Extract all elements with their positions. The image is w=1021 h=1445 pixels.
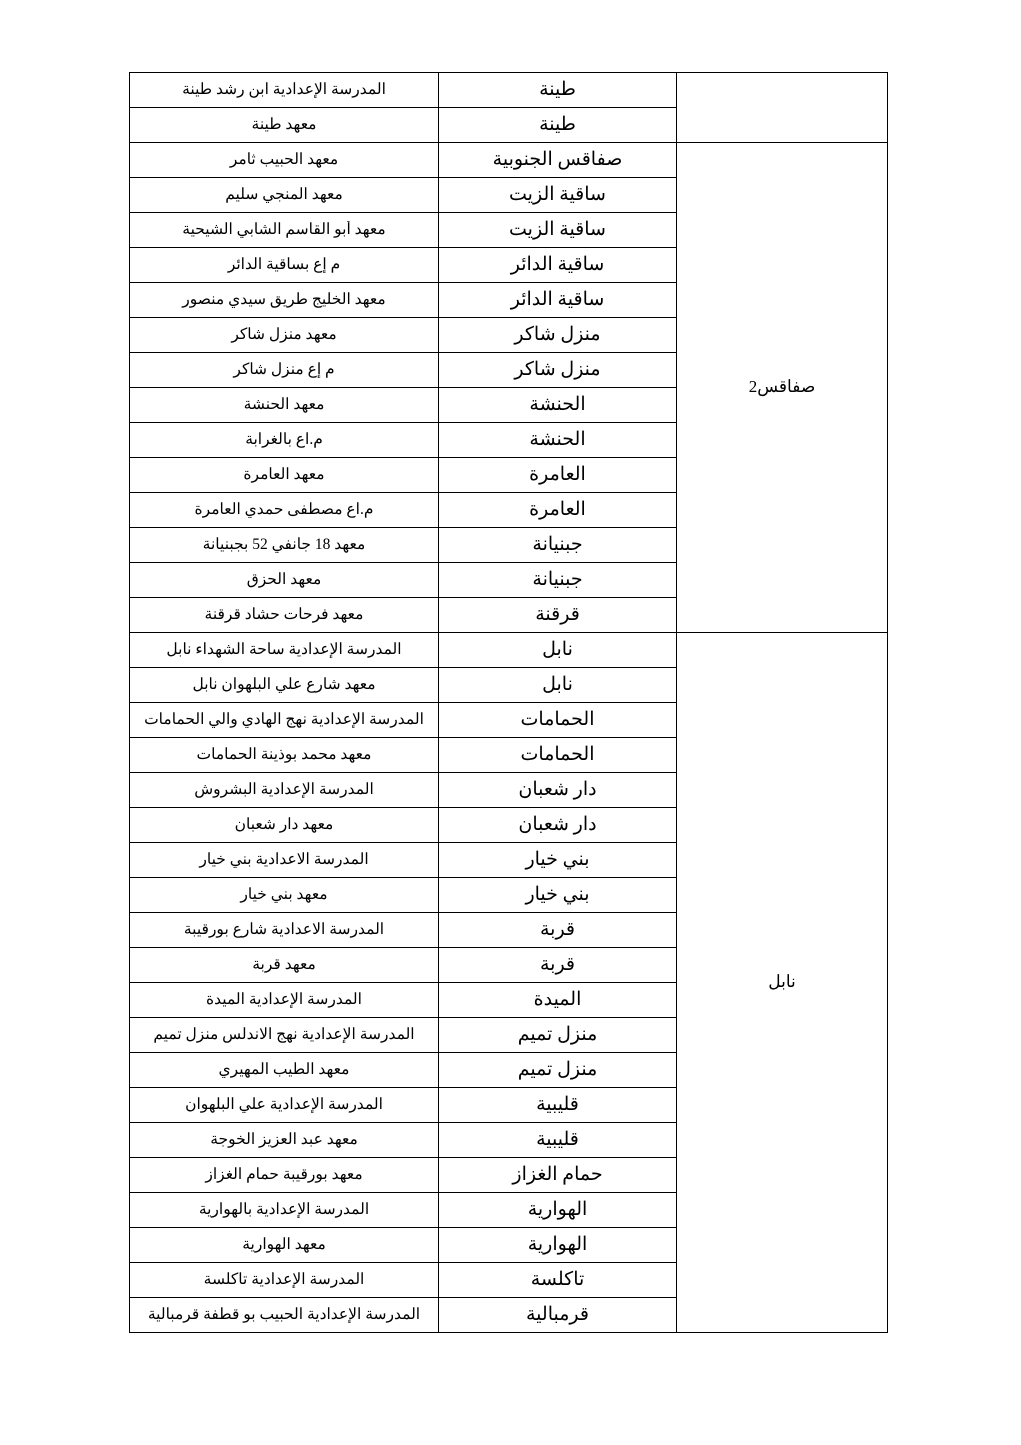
delegation-label: تاكلسة: [530, 1269, 585, 1290]
delegation-cell: [439, 178, 677, 213]
delegation-label: ساقية الزيت: [509, 184, 606, 205]
delegation-cell: [439, 1053, 677, 1088]
delegation-label: قربة: [539, 954, 576, 975]
school-label: معهد قربة: [252, 956, 316, 974]
school-label: معهد الطيب المهيري: [218, 1061, 350, 1079]
delegation-label: ساقية الدائر: [510, 254, 605, 275]
school-cell: [130, 213, 439, 248]
delegation-cell: [439, 843, 677, 878]
governorate-label: نابل: [768, 973, 796, 992]
delegation-cell: [439, 1158, 677, 1193]
delegation-cell: [439, 1193, 677, 1228]
school-label: معهد فرحات حشاد قرقنة: [204, 606, 364, 624]
delegation-label: دار شعبان: [518, 814, 597, 835]
school-cell: [130, 1263, 439, 1298]
school-cell: [130, 668, 439, 703]
school-label: معهد الهوارية: [242, 1236, 326, 1254]
delegation-label: بني خيار: [525, 849, 590, 870]
delegation-cell: [439, 913, 677, 948]
school-cell: [130, 108, 439, 143]
delegation-label: حمام الغزاز: [512, 1164, 603, 1185]
school-cell: [130, 878, 439, 913]
delegation-label: الهوارية: [527, 1234, 588, 1255]
delegation-label: طينة: [539, 79, 576, 100]
school-label: المدرسة الإعدادية ابن رشد طينة: [182, 81, 386, 99]
school-cell: [130, 493, 439, 528]
delegation-label: الميدة: [533, 989, 582, 1010]
school-cell: [130, 178, 439, 213]
delegation-cell: [439, 143, 677, 178]
school-cell: [130, 1123, 439, 1158]
school-label: معهد بني خيار: [240, 886, 328, 904]
delegation-cell: [439, 983, 677, 1018]
school-cell: [130, 1228, 439, 1263]
schools-table: [129, 72, 888, 1333]
school-label: المدرسة الإعدادية الميدة: [206, 991, 362, 1009]
table-row: [130, 73, 888, 108]
school-cell: [130, 703, 439, 738]
delegation-label: قليبية: [536, 1129, 579, 1150]
school-label: معهد أبو القاسم الشابي الشيحية: [182, 221, 386, 239]
table-row: [130, 143, 888, 178]
school-label: م.اع مصطفى حمدي العامرة: [194, 501, 374, 519]
delegation-cell: [439, 528, 677, 563]
school-cell: [130, 773, 439, 808]
delegation-label: ساقية الزيت: [509, 219, 606, 240]
delegation-label: منزل شاكر: [514, 324, 601, 345]
school-label: معهد المنجي سليم: [225, 186, 343, 204]
delegation-label: الحمامات: [520, 709, 595, 730]
delegation-label: منزل شاكر: [514, 359, 601, 380]
delegation-cell: [439, 1088, 677, 1123]
school-cell: [130, 1193, 439, 1228]
governorate-cell: [677, 143, 888, 633]
school-cell: [130, 843, 439, 878]
delegation-label: الحنشة: [529, 394, 586, 415]
delegation-cell: [439, 703, 677, 738]
table-row: [130, 633, 888, 668]
school-cell: [130, 353, 439, 388]
delegation-label: منزل تميم: [517, 1024, 598, 1045]
school-label: معهد شارع علي البلهوان نابل: [192, 676, 376, 694]
school-cell: [130, 73, 439, 108]
delegation-cell: [439, 808, 677, 843]
governorate-cell: [677, 73, 888, 143]
delegation-cell: [439, 423, 677, 458]
schools-table-body: [130, 73, 888, 1333]
delegation-cell: [439, 1263, 677, 1298]
school-label: معهد محمد بوذينة الحمامات: [196, 746, 372, 764]
delegation-label: قرقنة: [535, 604, 580, 625]
delegation-label: قليبية: [536, 1094, 579, 1115]
delegation-label: قرمبالية: [526, 1304, 589, 1325]
delegation-cell: [439, 598, 677, 633]
delegation-cell: [439, 563, 677, 598]
delegation-label: العامرة: [529, 464, 586, 485]
school-label: المدرسة الإعدادية البشروش: [194, 781, 374, 799]
schools-table-container: [133, 72, 888, 1333]
school-label: المدرسة الاعدادية شارع بورقيبة: [183, 921, 385, 939]
school-cell: [130, 1158, 439, 1193]
delegation-cell: [439, 458, 677, 493]
school-label: معهد عبد العزيز الخوجة: [210, 1131, 358, 1149]
governorate-label: صفاقس2: [748, 378, 816, 397]
school-label: معهد العامرة: [243, 466, 325, 484]
delegation-cell: [439, 1298, 677, 1333]
school-label: المدرسة الإعدادية تاكلسة: [203, 1271, 365, 1289]
school-label: المدرسة الإعدادية الحبيب بو قطفة قرمبالية: [147, 1306, 421, 1324]
delegation-cell: [439, 633, 677, 668]
delegation-cell: [439, 668, 677, 703]
delegation-cell: [439, 73, 677, 108]
delegation-label: منزل تميم: [517, 1059, 598, 1080]
delegation-label: الهوارية: [527, 1199, 588, 1220]
delegation-label: نابل: [542, 639, 573, 660]
school-label: المدرسة الاعدادية بني خيار: [199, 851, 369, 869]
school-label: معهد طينة: [251, 116, 317, 134]
school-label: معهد 18 جانفي 52 بجبنيانة: [202, 536, 366, 554]
school-label: معهد منزل شاكر: [231, 326, 337, 344]
delegation-cell: [439, 248, 677, 283]
school-label: المدرسة الإعدادية نهج الاندلس منزل تميم: [153, 1026, 415, 1044]
school-cell: [130, 808, 439, 843]
delegation-label: نابل: [542, 674, 573, 695]
delegation-cell: [439, 388, 677, 423]
school-cell: [130, 598, 439, 633]
school-cell: [130, 143, 439, 178]
delegation-label: دار شعبان: [518, 779, 597, 800]
delegation-cell: [439, 1123, 677, 1158]
school-cell: [130, 318, 439, 353]
school-label: م إع بساقية الدائر: [227, 256, 341, 274]
delegation-label: جبنيانة: [532, 569, 583, 590]
delegation-label: بني خيار: [525, 884, 590, 905]
school-label: معهد الحزق: [246, 571, 322, 589]
delegation-cell: [439, 318, 677, 353]
delegation-label: العامرة: [529, 499, 586, 520]
school-label: معهد بورقيبة حمام الغزاز: [205, 1166, 363, 1184]
delegation-label: جبنيانة: [532, 534, 583, 555]
delegation-label: طينة: [539, 114, 576, 135]
school-label: المدرسة الإعدادية نهج الهادي والي الحمامات: [144, 711, 424, 729]
school-cell: [130, 1018, 439, 1053]
school-label: معهد الحبيب ثامر: [229, 151, 339, 169]
delegation-cell: [439, 878, 677, 913]
school-label: معهد الحنشة: [243, 396, 325, 414]
school-cell: [130, 633, 439, 668]
school-cell: [130, 1298, 439, 1333]
school-label: معهد الخليج طريق سيدي منصور: [182, 291, 386, 309]
delegation-cell: [439, 1228, 677, 1263]
school-cell: [130, 913, 439, 948]
delegation-label: صفاقس الجنوبية: [492, 149, 623, 170]
school-label: م إع منزل شاكر: [233, 361, 335, 379]
delegation-cell: [439, 738, 677, 773]
delegation-label: ساقية الدائر: [510, 289, 605, 310]
school-cell: [130, 423, 439, 458]
school-label: م.اع بالغرابة: [245, 431, 323, 449]
school-cell: [130, 388, 439, 423]
delegation-label: الحمامات: [520, 744, 595, 765]
school-label: المدرسة الإعدادية علي البلهوان: [185, 1096, 383, 1114]
school-cell: [130, 738, 439, 773]
delegation-label: الحنشة: [529, 429, 586, 450]
delegation-cell: [439, 108, 677, 143]
school-cell: [130, 563, 439, 598]
school-cell: [130, 1088, 439, 1123]
delegation-cell: [439, 773, 677, 808]
school-cell: [130, 528, 439, 563]
delegation-cell: [439, 1018, 677, 1053]
school-cell: [130, 248, 439, 283]
school-cell: [130, 1053, 439, 1088]
school-label: معهد دار شعبان: [234, 816, 334, 834]
delegation-cell: [439, 948, 677, 983]
delegation-cell: [439, 213, 677, 248]
delegation-cell: [439, 283, 677, 318]
school-label: المدرسة الإعدادية بالهوارية: [198, 1201, 370, 1219]
school-cell: [130, 458, 439, 493]
school-label: المدرسة الإعدادية ساحة الشهداء نابل: [166, 641, 402, 659]
school-cell: [130, 948, 439, 983]
delegation-cell: [439, 493, 677, 528]
delegation-cell: [439, 353, 677, 388]
delegation-label: قربة: [539, 919, 576, 940]
school-cell: [130, 983, 439, 1018]
school-cell: [130, 283, 439, 318]
governorate-cell: [677, 633, 888, 1333]
